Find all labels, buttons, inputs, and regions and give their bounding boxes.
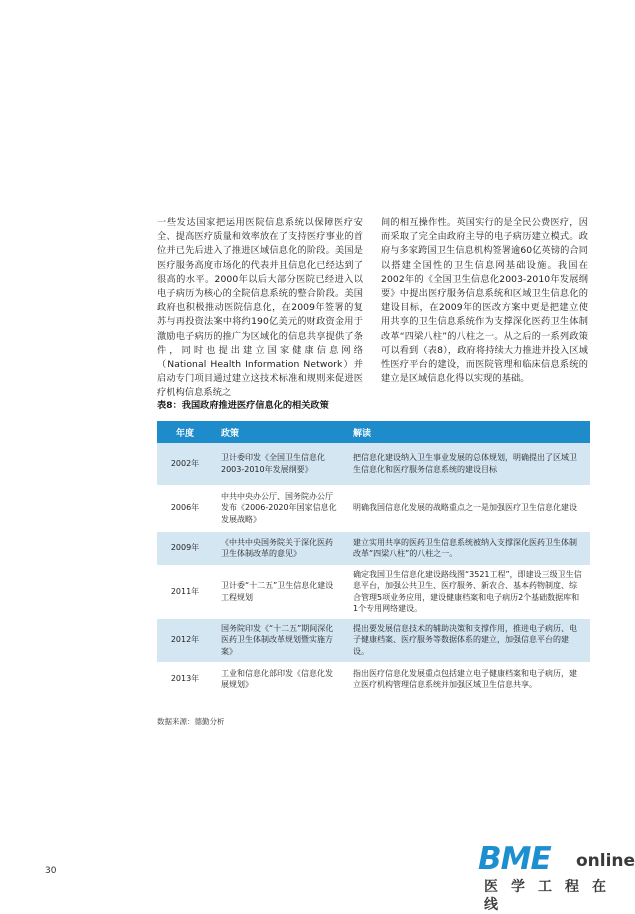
cell-desc: 明确我国信息化发展的战略重点之一是加强医疗卫生信息化建设	[345, 485, 590, 531]
cell-policy: 工业和信息化部印发《信息化发展规划》	[213, 662, 345, 696]
cell-policy: 国务院印发《“十二五”期间深化医药卫生体制改革规划暨实施方案》	[213, 618, 345, 662]
table-row	[157, 443, 590, 485]
cell-policy: 卫计委印发《全国卫生信息化2003-2010年发展纲要》	[213, 443, 345, 485]
cell-desc: 确定我国卫生信息化建设路线图“3521工程”，即建设三级卫生信息平台，加强公共卫生、医疗服务、新农合、基本药物制度、综合管理5项业务应用，建设健康档案和电子病历2个基础数据库和1个专用网络建设。	[345, 565, 590, 618]
header-year: 年度	[157, 421, 213, 443]
table-row	[157, 618, 590, 662]
cell-year: 2009年	[157, 531, 213, 565]
cell-desc: 把信息化建设纳入卫生事业发展的总体规划，明确提出了区域卫生信息化和医疗服务信息系统的建设目标	[345, 443, 590, 485]
page-number: 30	[45, 866, 57, 876]
header-policy: 政策	[213, 421, 345, 443]
table-header-row	[157, 421, 590, 443]
header-desc: 解读	[345, 421, 590, 443]
cell-year: 2002年	[157, 443, 213, 485]
cell-year: 2012年	[157, 618, 213, 662]
table-row	[157, 531, 590, 565]
policy-table	[157, 421, 590, 697]
logo-suffix-text: online	[576, 851, 635, 871]
cell-year: 2006年	[157, 485, 213, 531]
cell-year: 2013年	[157, 662, 213, 696]
logo-tagline: 医学工程在线	[484, 879, 619, 913]
data-source-note: 数据来源：德勤分析	[157, 717, 225, 726]
table-row	[157, 485, 590, 531]
cell-year: 2011年	[157, 565, 213, 618]
cell-desc: 建立实用共享的医药卫生信息系统被纳入支撑深化医药卫生体制改革“四梁八柱”的八柱之一。	[345, 531, 590, 565]
table-row	[157, 662, 590, 696]
table-row	[157, 565, 590, 618]
bme-online-logo	[478, 841, 635, 913]
table-title: 表8：我国政府推进医疗信息化的相关政策	[157, 400, 329, 411]
body-text-left-column: 一些发达国家把运用医院信息系统以保障医疗安全、提高医疗质量和效率放在了支持医疗事业的首位并已先后进入了推进区域信息化的阶段。美国是医疗服务高度市场化的代表并且信息化已经达到了很高的水平。2000年以后大部分医院已经进入以电子病历为核心的全院信息系统的整合阶段。美国政府也积极推动医院信息化，在2009年签署的复苏与再投资法案中将约190亿美元的财政资金用于激励电子病历的推广为区域化的信息共享提供了条件，同时也提出建立国家健康信息网络（National Health Information Network）并启动专门项目通过建立这技术标准和规则来促进医疗机构信息系统之	[157, 217, 363, 399]
cell-policy: 中共中央办公厅、国务院办公厅发布《2006-2020年国家信息化发展战略》	[213, 485, 345, 531]
cell-desc: 提出要发展信息技术的辅助决策和支撑作用，推进电子病历、电子健康档案、医疗服务等数据体系的建立，加强信息平台的建设。	[345, 618, 590, 662]
cell-desc: 指出医疗信息化发展重点包括建立电子健康档案和电子病历，建立医疗机构管理信息系统并加强区域卫生信息共享。	[345, 662, 590, 696]
cell-policy: 《中共中央国务院关于深化医药卫生体制改革的意见》	[213, 531, 345, 565]
logo-brand-text: BME	[478, 841, 551, 877]
body-text-right-column: 间的相互操作性。英国实行的是全民公费医疗，因而采取了完全由政府主导的电子病历建立模式。政府与多家跨国卫生信息机构签署逾60亿英镑的合同以搭建全国性的卫生信息网基础设施。我国在2002年的《全国卫生信息化2003-2010年发展纲要》中提出医疗服务信息系统和区域卫生信息化的建设目标，在2009年的医改方案中更是把建立使用共享的卫生信息系统作为支撑深化医药卫生体制改革“四梁八柱”的八柱之一。从之后的一系列政策可以看到（表8），政府将持续大力推进并投入区域性医疗平台的建设，而医院管理和临床信息系统的建立是区域信息化得以实现的基础。	[381, 217, 588, 385]
cell-policy: 卫计委“十二五”卫生信息化建设工程规划	[213, 565, 345, 618]
